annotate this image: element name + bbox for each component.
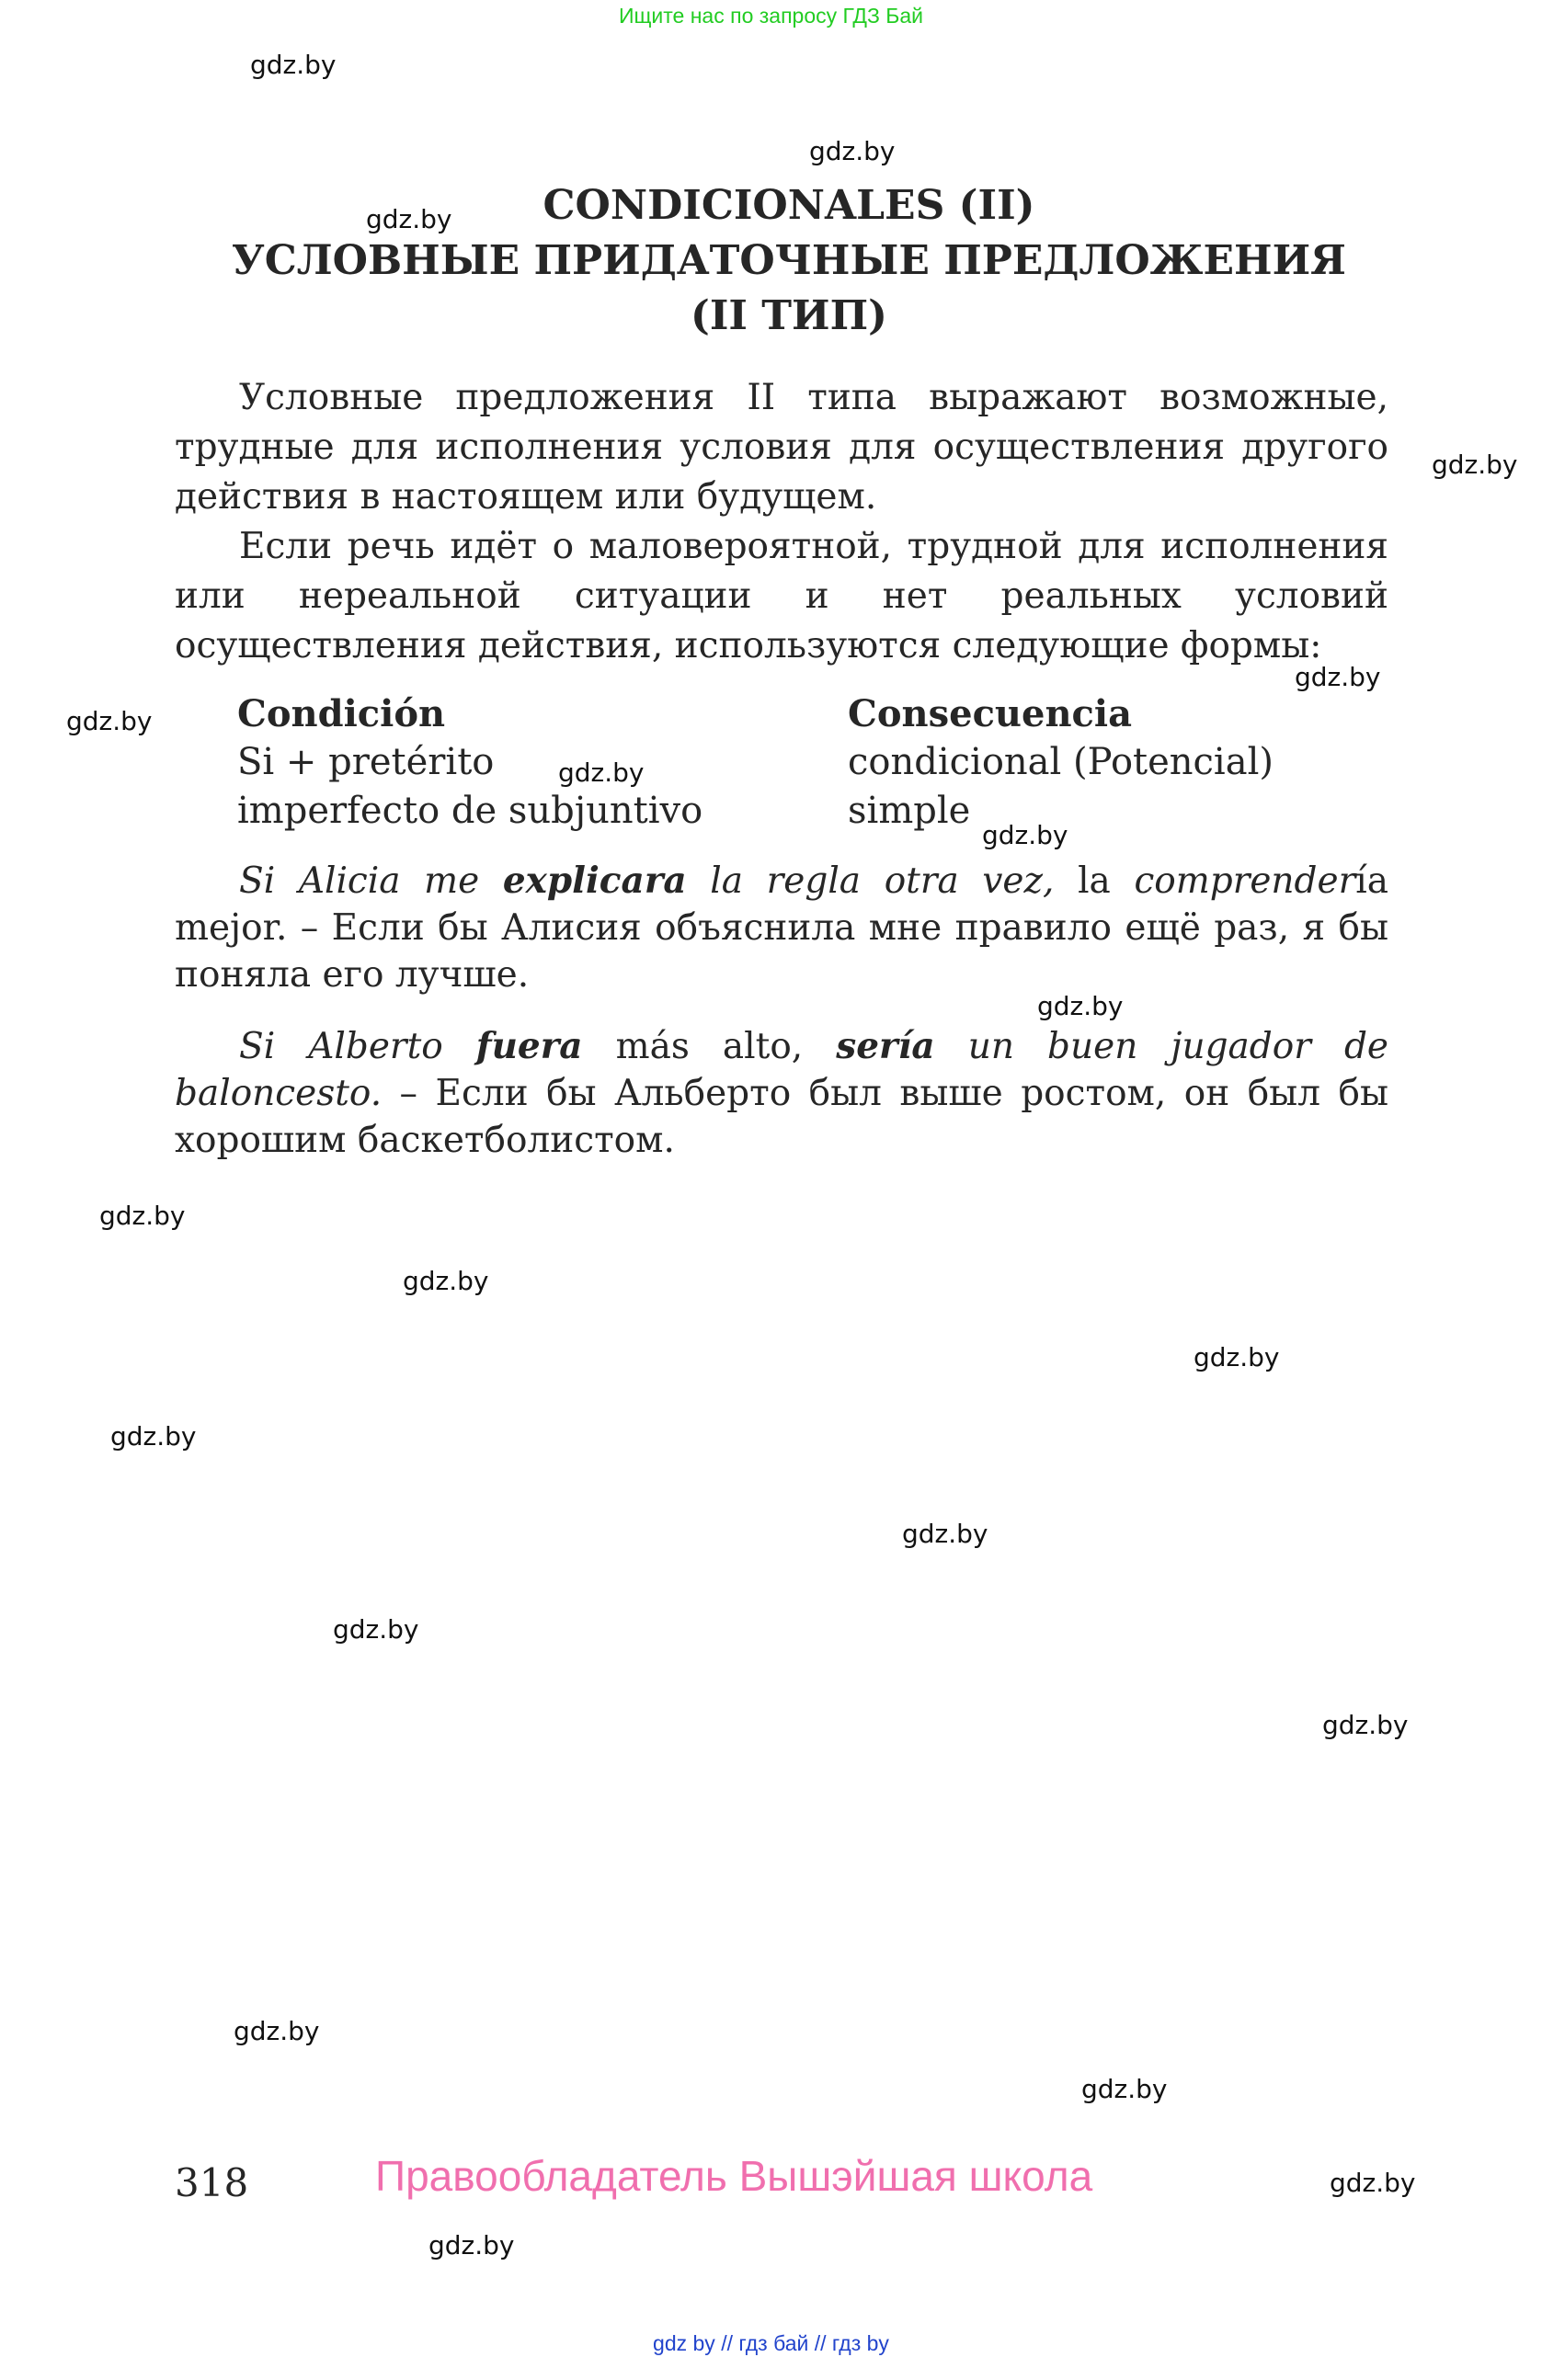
watermark: gdz.by bbox=[428, 2230, 515, 2260]
condition-column bbox=[237, 689, 702, 836]
paragraph: Если речь идёт о маловероятной, трудной для исполнения или нереальной ситуации и нет реальных условий осуществления действия, используются следующие формы: bbox=[175, 526, 1388, 666]
watermark: gdz.by bbox=[1330, 2168, 1416, 2198]
bottom-banner: gdz by // гдз бай // гдз by bbox=[653, 2331, 889, 2355]
example-text: Si Alicia me explicara la regla otra vez, la comprendería mejor. – Если бы Алисия объяснила мне правило ещё раз, я бы поняла его лучше. bbox=[175, 860, 1388, 996]
consequence-line: condicional (Potencial) bbox=[848, 741, 1274, 783]
copyright-notice: Правообладатель Вышэйшая школа bbox=[375, 2152, 1093, 2200]
title-line-3: (II ТИП) bbox=[691, 292, 887, 339]
watermark: gdz.by bbox=[982, 820, 1068, 850]
watermark: gdz.by bbox=[234, 2016, 320, 2046]
page-title bbox=[173, 178, 1405, 344]
condition-line: Si + pretérito bbox=[237, 741, 495, 783]
watermark: gdz.by bbox=[99, 1201, 186, 1231]
consequence-line: simple bbox=[848, 790, 971, 832]
example-1 bbox=[175, 858, 1388, 998]
consequence-column bbox=[848, 689, 1274, 836]
consequence-header: Consecuencia bbox=[848, 692, 1133, 735]
watermark: gdz.by bbox=[558, 757, 645, 788]
watermark: gdz.by bbox=[110, 1421, 197, 1452]
watermark: gdz.by bbox=[1322, 1710, 1409, 1740]
watermark: gdz.by bbox=[1432, 450, 1518, 480]
watermark: gdz.by bbox=[1295, 662, 1381, 692]
top-banner: Ищите нас по запросу ГДЗ Бай bbox=[618, 4, 924, 28]
watermark: gdz.by bbox=[366, 204, 452, 234]
watermark: gdz.by bbox=[250, 50, 337, 80]
watermark: gdz.by bbox=[403, 1266, 489, 1296]
condition-header: Condición bbox=[237, 692, 446, 735]
paragraph: Условные предложения II типа выражают возможные, трудные для исполнения условия для осуществления другого действия в настоящем или будущем. bbox=[175, 377, 1388, 518]
title-line-2: УСЛОВНЫЕ ПРИДАТОЧНЫЕ ПРЕДЛОЖЕНИЯ bbox=[232, 237, 1346, 284]
title-line-1: CONDICIONALES (II) bbox=[543, 182, 1035, 229]
watermark: gdz.by bbox=[66, 706, 153, 736]
watermark: gdz.by bbox=[1194, 1342, 1280, 1372]
example-2 bbox=[175, 1023, 1388, 1164]
condition-line: imperfecto de subjuntivo bbox=[237, 790, 703, 832]
watermark: gdz.by bbox=[1081, 2074, 1168, 2104]
watermark: gdz.by bbox=[1037, 991, 1124, 1021]
intro-text bbox=[175, 373, 1388, 671]
page-number: 318 bbox=[175, 2160, 249, 2205]
watermark: gdz.by bbox=[809, 136, 896, 166]
watermark: gdz.by bbox=[333, 1614, 419, 1645]
example-text: Si Alberto fuera más alto, sería un buen jugador de baloncesto. – Если бы Альберто был выше ростом, он был бы хорошим баскетболистом. bbox=[175, 1025, 1388, 1161]
watermark: gdz.by bbox=[902, 1519, 988, 1549]
